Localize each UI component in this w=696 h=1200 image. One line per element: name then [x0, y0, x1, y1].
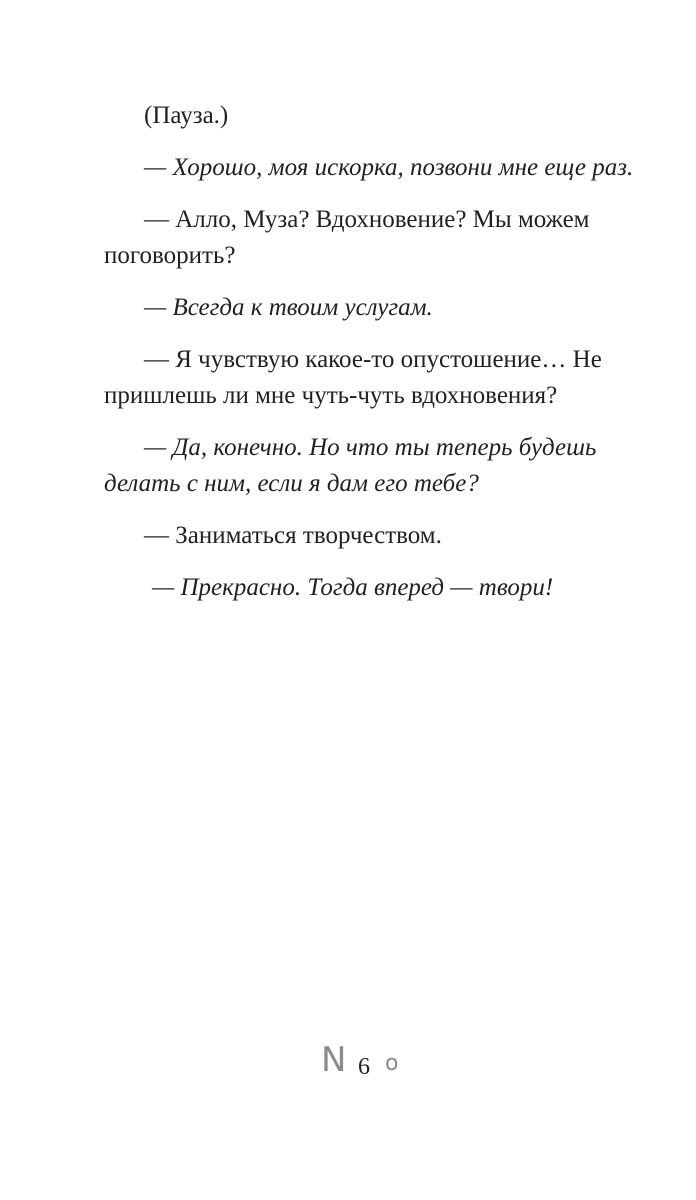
paragraph-emptiness: — Я чувствую какое-то опустошение… Не пришлешь ли мне чуть-чуть вдохновения? [104, 346, 602, 409]
paragraph-go-create: — Прекрасно. Тогда вперед — твори! [152, 574, 554, 601]
page-number-suffix: o [385, 1051, 399, 1076]
paragraph-what-will-you-do: — Да, конечно. Но что ты теперь будешь делать с ним, если я дам его тебе? [104, 434, 597, 497]
paragraph-at-your-service: — Всегда к твоим услугам. [144, 294, 433, 321]
page-number-prefix: N [321, 1040, 347, 1080]
page-number-value: 6 [358, 1054, 370, 1080]
page-number [0, 1038, 696, 1088]
paragraph-pause: (Пауза.) [144, 102, 229, 129]
paragraph-muse-call-again: — Хорошо, моя искорка, позвони мне еще раз. [144, 154, 634, 181]
paragraph-hello-muse: — Алло, Муза? Вдохновение? Мы можем поговорить? [104, 206, 590, 269]
paragraph-creativity: — Заниматься творчеством. [144, 522, 442, 549]
page-text [104, 98, 634, 622]
